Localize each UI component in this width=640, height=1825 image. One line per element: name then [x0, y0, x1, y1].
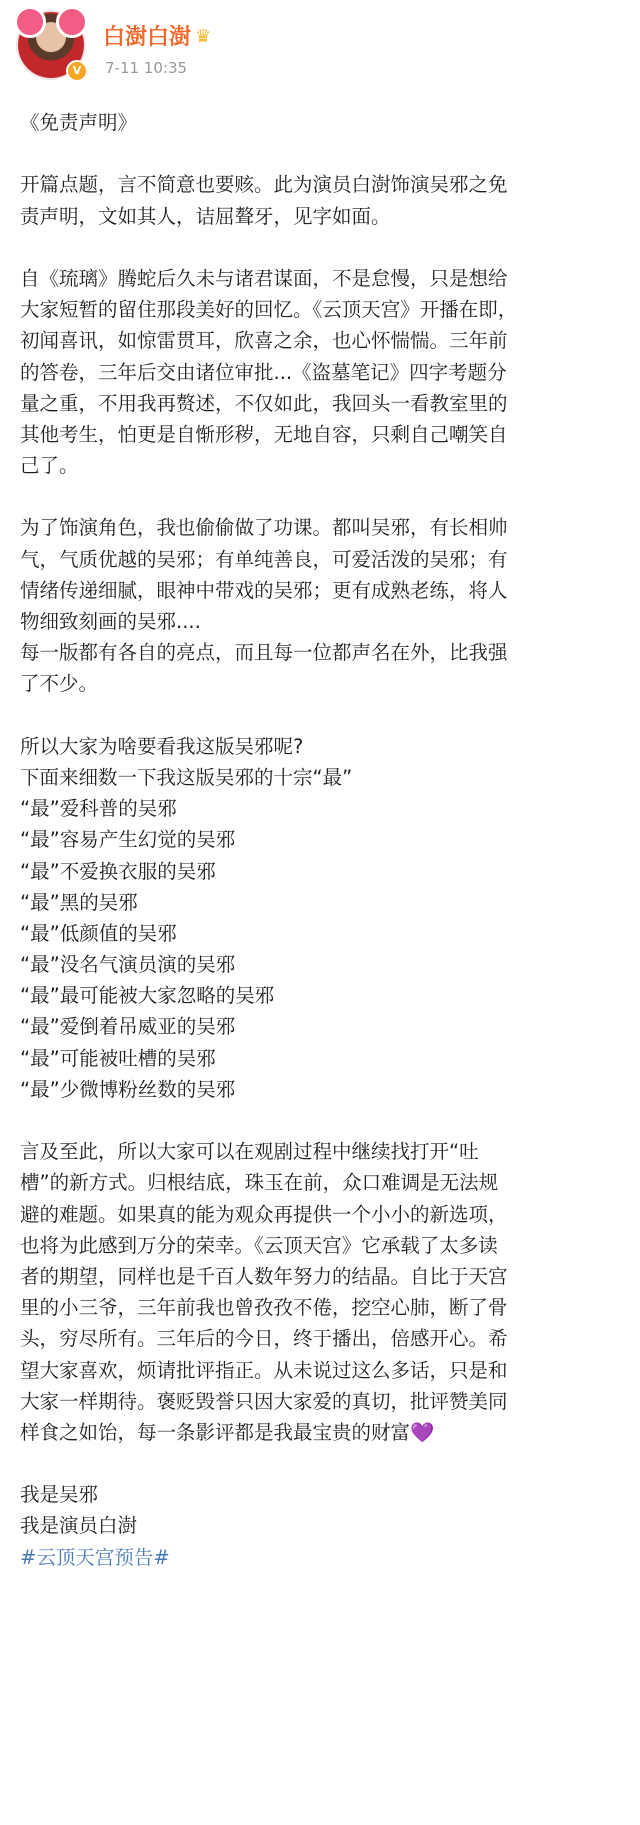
paragraph-gap — [20, 232, 626, 263]
text-line: 我是吴邪 — [20, 1483, 99, 1507]
username-text[interactable]: 白澍白澍 — [103, 25, 192, 50]
text-line: “最”可能被吐槽的吴邪 — [20, 1046, 216, 1070]
text-line: “最”最可能被大家忽略的吴邪 — [20, 984, 275, 1008]
crown-icon: ♛ — [195, 26, 212, 47]
post-content — [20, 107, 626, 1573]
text-line: 气，气质优越的吴邪；有单纯善良，可爱活泼的吴邪；有 — [20, 547, 508, 571]
paragraph-gap — [20, 1448, 626, 1479]
text-line: 者的期望，同样也是千百人数年努力的结晶。自比于天宫 — [20, 1264, 508, 1288]
username[interactable] — [103, 20, 211, 51]
text-line: “最”没名气演员演的吴邪 — [20, 953, 236, 977]
purple-heart-icon: 💜 — [410, 1420, 435, 1444]
text-line: 自《琉璃》腾蛇后久未与诸君谋面，不是怠慢，只是想给 — [20, 266, 508, 290]
text-line: 的答卷，三年后交由诸位审批...《盗墓笔记》四字考题分 — [20, 360, 507, 384]
text-line: 为了饰演角色，我也偷偷做了功课。都叫吴邪，有长相帅 — [20, 516, 508, 540]
paragraph-gap — [20, 700, 626, 731]
text-line: 每一版都有各自的亮点，而且每一位都声名在外，比我强 — [20, 641, 508, 665]
text-line: 头，穷尽所有。三年后的今日，终于播出，倍感开心。希 — [20, 1327, 508, 1351]
text-line: 里的小三爷，三年前我也曾孜孜不倦，挖空心肺，断了骨 — [20, 1296, 508, 1320]
text-line: 开篇点题，言不简意也要赅。此为演员白澍饰演吴邪之免 — [20, 173, 508, 197]
post-time: 7-11 10:35 — [105, 59, 188, 77]
text-line: “最”黑的吴邪 — [20, 890, 138, 914]
text-line: 情绪传递细腻，眼神中带戏的吴邪；更有成熟老练，将人 — [20, 578, 508, 602]
text-line: 其他考生，怕更是自惭形秽，无地自容，只剩自己嘲笑自 — [20, 422, 508, 446]
text-line: 言及至此，所以大家可以在观剧过程中继续找打开“吐 — [20, 1140, 479, 1164]
text-line: “最”爱倒着吊威亚的吴邪 — [20, 1015, 236, 1039]
text-line: “最”容易产生幻觉的吴邪 — [20, 828, 236, 852]
text-line: “最”不爱换衣服的吴邪 — [20, 859, 216, 883]
text-line: 初闻喜讯，如惊雷贯耳，欣喜之余，也心怀惴惴。三年前 — [20, 329, 508, 353]
text-line: 《免责声明》 — [20, 111, 138, 134]
text-line: 大家一样期待。褒贬毁誉只因大家爱的真切，批评赞美同 — [20, 1389, 508, 1413]
text-line: 己了。 — [20, 454, 79, 478]
mouse-ears-decoration — [14, 6, 88, 32]
text-line: 避的难题。如果真的能为观众再提供一个小小的新选项， — [20, 1202, 508, 1226]
text-line: 责声明，文如其人，诘屈聱牙，见字如面。 — [20, 204, 391, 228]
paragraph-gap — [20, 138, 626, 169]
text-line: 下面来细数一下我这版吴邪的十宗“最” — [20, 765, 353, 789]
paragraph-gap — [20, 481, 626, 512]
post-header — [0, 0, 640, 95]
text-line: “最”少微博粉丝数的吴邪 — [20, 1077, 236, 1101]
text-line: 望大家喜欢，烦请批评指正。从未说过这么多话，只是和 — [20, 1358, 508, 1382]
paragraph-gap — [20, 1105, 626, 1136]
left-ear-icon — [14, 6, 46, 38]
text-line: “最”爱科普的吴邪 — [20, 797, 177, 821]
text-line: 大家短暂的留住那段美好的回忆。《云顶天宫》开播在即， — [20, 298, 518, 322]
text-line: 槽”的新方式。归根结底，珠玉在前，众口难调是无法规 — [20, 1171, 499, 1195]
text-line: “最”低颜值的吴邪 — [20, 921, 177, 945]
text-line: 也将为此感到万分的荣幸。《云顶天宫》它承载了太多读 — [20, 1233, 498, 1257]
text-line: 所以大家为啥要看我这版吴邪呢? — [20, 734, 304, 758]
right-ear-icon — [56, 6, 88, 38]
text-line: 物细致刻画的吴邪.... — [20, 610, 201, 633]
text-line: 样食之如饴，每一条影评都是我最宝贵的财富💜 — [20, 1420, 435, 1444]
text-line: 量之重，不用我再赘述，不仅如此，我回头一看教室里的 — [20, 391, 508, 415]
text-line: 我是演员白澍 — [20, 1514, 138, 1538]
hashtag-link[interactable]: #云顶天宫预告# — [20, 1545, 170, 1569]
verified-badge-icon: V — [66, 60, 88, 82]
text-line: 了不少。 — [20, 672, 99, 696]
